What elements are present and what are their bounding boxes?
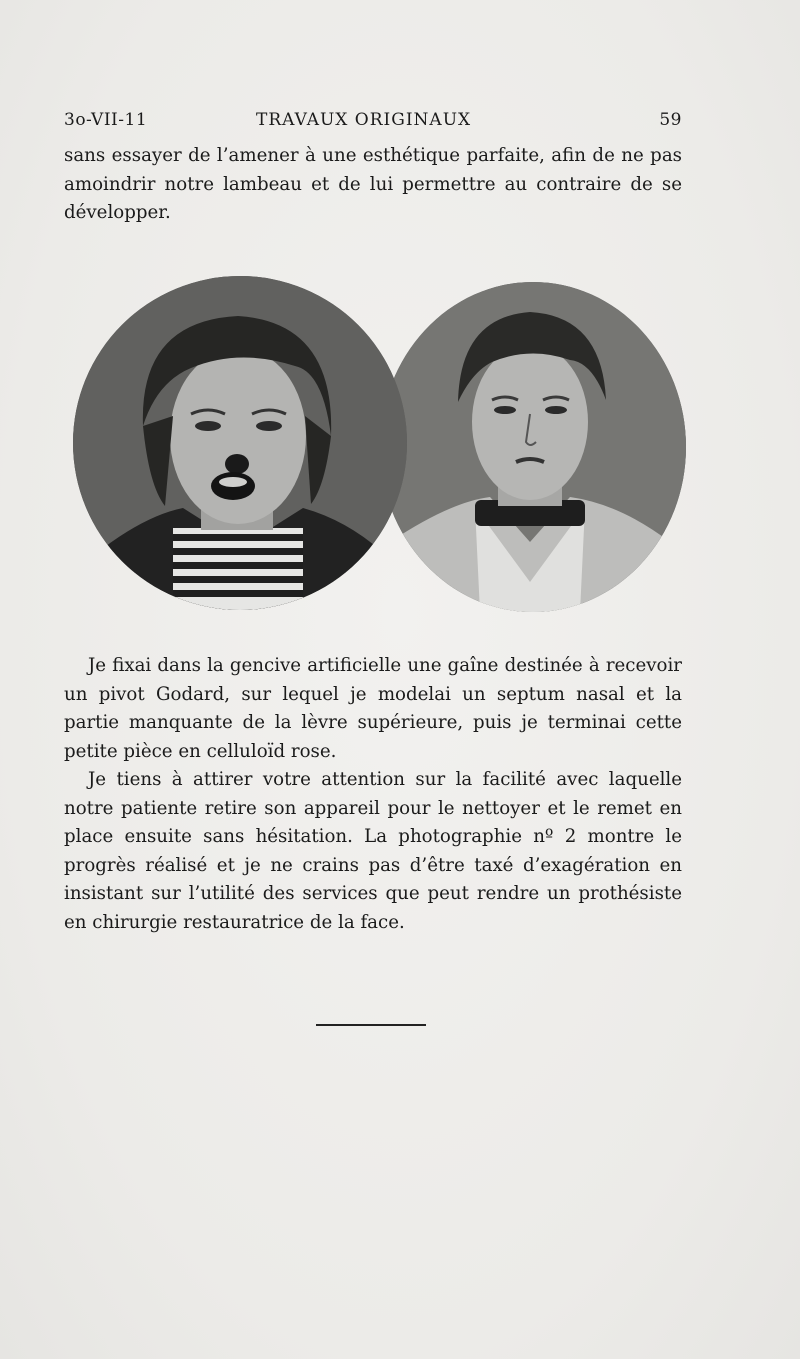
running-header: [64, 110, 682, 136]
paragraph-3: Je tiens à attirer votre attention sur la facilité avec laquelle notre patiente retire son appareil pour le nettoyer et le remet en place ensuite sans hésitation. La photographie nº 2 montre le progrès réalisé et je ne crains pas d’être taxé d’exagération en insistant sur l’utilité des services que peut rendre un prothésiste en chirurgie restauratrice de la face.: [64, 769, 682, 933]
portrait-photo-after: [380, 282, 686, 612]
paragraph-1: sans essayer de l’amener à une esthétique parfaite, afin de ne pas amoindrir notre lambeau et de lui permettre au contraire de se développer.: [64, 145, 682, 224]
header-date: 3o-VII-11: [64, 110, 148, 130]
page-number: 59: [659, 110, 682, 130]
paragraph-2: Je fixai dans la gencive artificielle une gaîne destinée à recevoir un pivot Godard, sur lequel je modelai un septum nasal et la partie manquante de la lèvre supérieure, puis je terminai cette petite pièce en celluloïd rose.: [64, 655, 682, 762]
header-title: TRAVAUX ORIGINAUX: [256, 110, 472, 130]
portrait-photo-before: [73, 276, 407, 610]
portrait-before-drawing: [73, 276, 407, 610]
portrait-after-drawing: [380, 282, 686, 612]
section-end-rule: [316, 1024, 426, 1026]
